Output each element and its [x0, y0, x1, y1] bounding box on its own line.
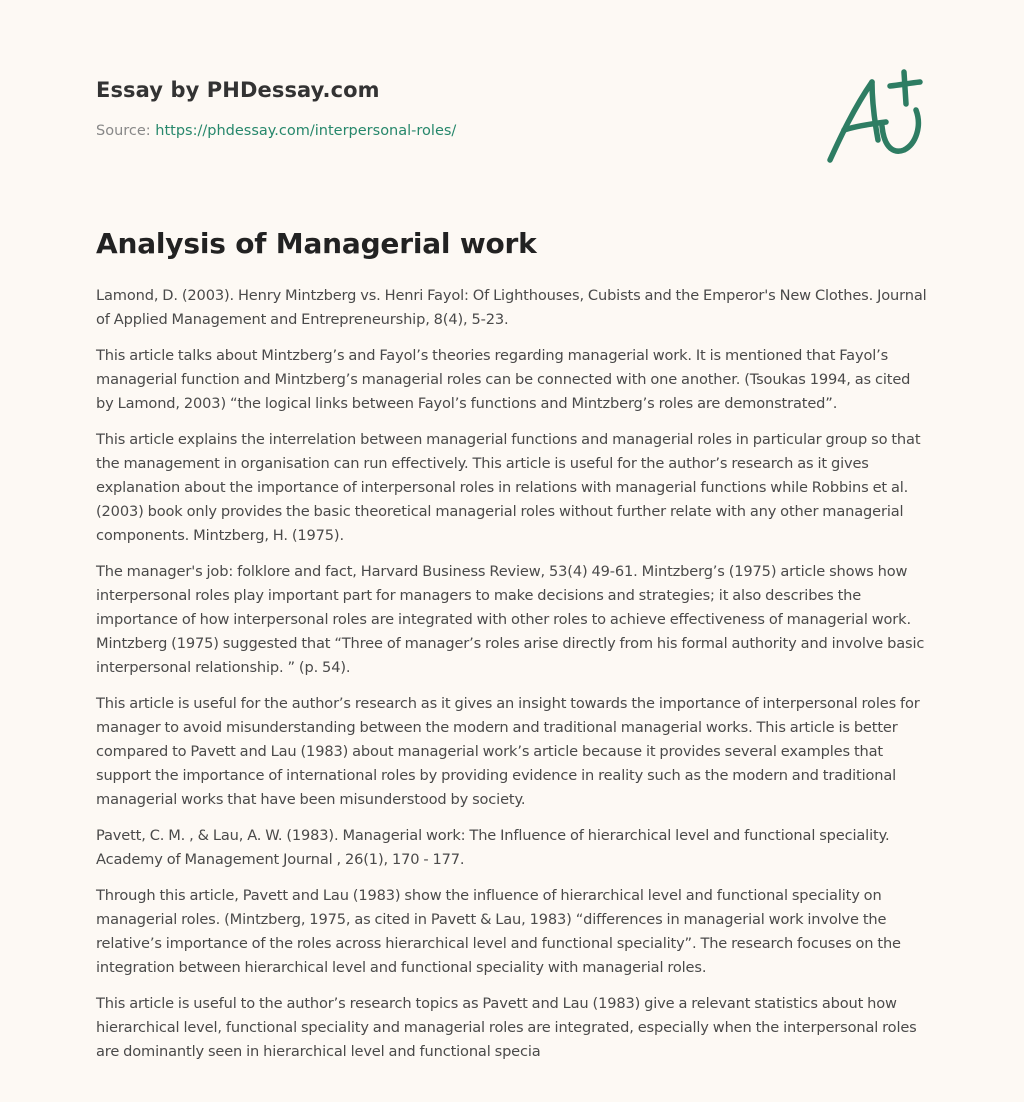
article-title: Analysis of Managerial work: [96, 227, 537, 260]
a-plus-logo-icon: [822, 68, 932, 168]
source-label: Source:: [96, 123, 151, 139]
page-header: [96, 76, 928, 141]
paragraph-pavett-citation: Pavett, C. M. , & Lau, A. W. (1983). Managerial work: The Influence of hierarchical level and functional speciality. Academy of Management Journal , 26(1), 170 - 177.: [96, 827, 890, 868]
paragraph: This article is useful for the author’s research as it gives an insight towards the importance of interpersonal roles for manager to avoid misunderstanding between the modern and traditional managerial works. This article is better compared to Pavett and Lau (1983) about managerial work’s article because it provides several examples that support the importance of international roles by providing evidence in reality such as the modern and traditional managerial works that have been misunderstood by society.: [96, 695, 920, 808]
brand-title: Essay by PHDessay.com: [96, 78, 380, 102]
paragraph: This article is useful to the author’s research topics as Pavett and Lau (1983) give a relevant statistics about how hierarchical level, functional speciality and managerial roles are integrated, especially when the interpersonal roles are dominantly seen in hierarchical level and functional specia: [96, 995, 917, 1060]
paragraph: Through this article, Pavett and Lau (1983) show the influence of hierarchical level and functional speciality on managerial roles. (Mintzberg, 1975, as cited in Pavett & Lau, 1983) “differences in managerial work involve the relative’s importance of the roles across hierarchical level and functional speciality”. The research focuses on the integration between hierarchical level and functional speciality with managerial roles.: [96, 887, 901, 976]
paragraph-lamond-citation: Lamond, D. (2003). Henry Mintzberg vs. Henri Fayol: Of Lighthouses, Cubists and the Emperor's New Clothes. Journal of Applied Management and Entrepreneurship, 8(4), 5-23.: [96, 287, 927, 328]
source-link[interactable]: https://phdessay.com/interpersonal-roles/: [155, 123, 457, 139]
paragraph: This article explains the interrelation between managerial functions and managerial roles in particular group so that the management in organisation can run effectively. This article is useful for the author’s research as it gives explanation about the importance of interpersonal roles in relations with managerial functions while Robbins et al. (2003) book only provides the basic theoretical managerial roles without further relate with any other managerial components. Mintzberg, H. (1975).: [96, 431, 921, 544]
paragraph: The manager's job: folklore and fact, Harvard Business Review, 53(4) 49-61. Mintzberg’s (1975) article shows how interpersonal roles play important part for managers to make decisions and strategies; it also describes the importance of how interpersonal roles are integrated with other roles to achieve effectiveness of managerial work. Mintzberg (1975) suggested that “Three of manager’s roles arise directly from his formal authority and involve basic interpersonal relationship. ” (p. 54).: [96, 563, 925, 676]
source-line: [96, 121, 928, 141]
paragraph: This article talks about Mintzberg’s and Fayol’s theories regarding managerial work. It is mentioned that Fayol’s managerial function and Mintzberg’s managerial roles can be connected with one another. (Tsoukas 1994, as cited by Lamond, 2003) “the logical links between Fayol’s functions and Mintzberg’s roles are demonstrated”.: [96, 347, 911, 412]
article-content: [96, 224, 928, 1076]
